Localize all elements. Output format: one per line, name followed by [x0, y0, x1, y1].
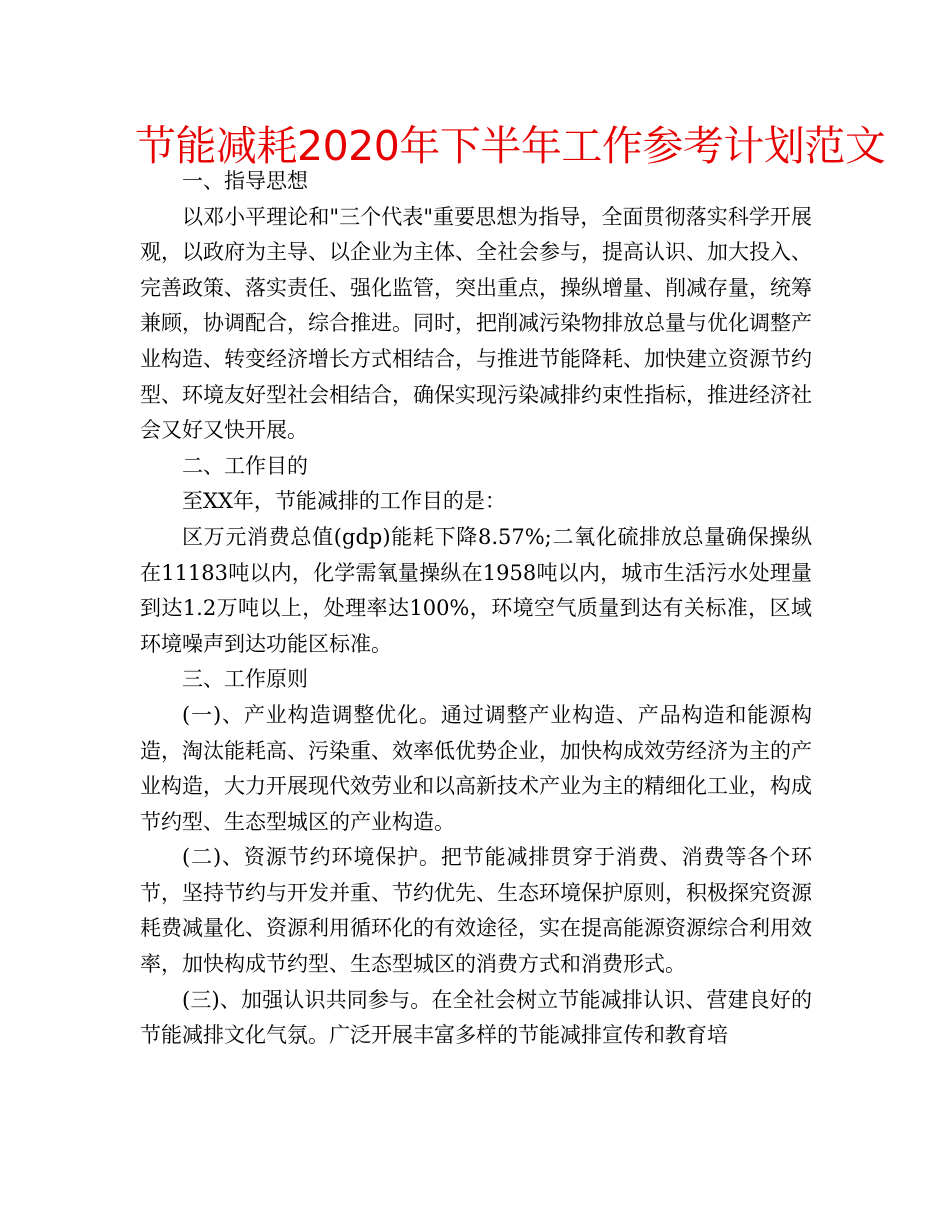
document-title: 节能减耗2020年下半年工作参考计划范文 [135, 122, 886, 170]
paragraph: (二)、资源节约环境保护。把节能减排贯穿于消费、消费等各个环节，坚持节约与开发并重、节约优先、生态环境保护原则，积极探究资源耗费减量化、资源利用循环化的有效途径，实在提高能源资源综合利用效率，加快构成节约型、生态型城区的消费方式和消费形式。 [140, 845, 812, 977]
heading-guiding-ideology: 一、指导思想 [182, 169, 308, 193]
paragraph: 至XX年，节能减排的工作目的是： [182, 489, 506, 514]
document-body [140, 164, 812, 1054]
heading-work-objectives: 二、工作目的 [182, 453, 308, 478]
heading-work-principles: 三、工作原则 [182, 667, 308, 692]
paragraph: 区万元消费总值(gdp)能耗下降8.57%;二氧化硫排放总量确保操纵在11183吨以内，化学需氧量操纵在1958吨以内，城市生活污水处理量到达1.2万吨以上，处理率达100%，环境空气质量到达有关标准，区域环境噪声到达功能区标准。 [140, 524, 812, 656]
paragraph: 以邓小平理论和"三个代表"重要思想为指导，全面贯彻落实科学开展观，以政府为主导、以企业为主体、全社会参与，提高认识、加大投入、完善政策、落实责任、强化监管，突出重点，操纵增量、削减存量，统筹兼顾，协调配合，综合推进。同时，把削减污染物排放总量与优化调整产业构造、转变经济增长方式相结合，与推进节能降耗、加快建立资源节约型、环境友好型社会相结合，确保实现污染减排约束性指标，推进经济社会又好又快开展。 [140, 204, 812, 443]
paragraph: (三)、加强认识共同参与。在全社会树立节能减排认识、营建良好的节能减排文化气氛。广泛开展丰富多样的节能减排宣传和教育培 [140, 987, 812, 1048]
paragraph: (一)、产业构造调整优化。通过调整产业构造、产品构造和能源构造，淘汰能耗高、污染重、效率低优势企业，加快构成效劳经济为主的产业构造，大力开展现代效劳业和以高新技术产业为主的精细化工业，构成节约型、生态型城区的产业构造。 [140, 702, 812, 834]
